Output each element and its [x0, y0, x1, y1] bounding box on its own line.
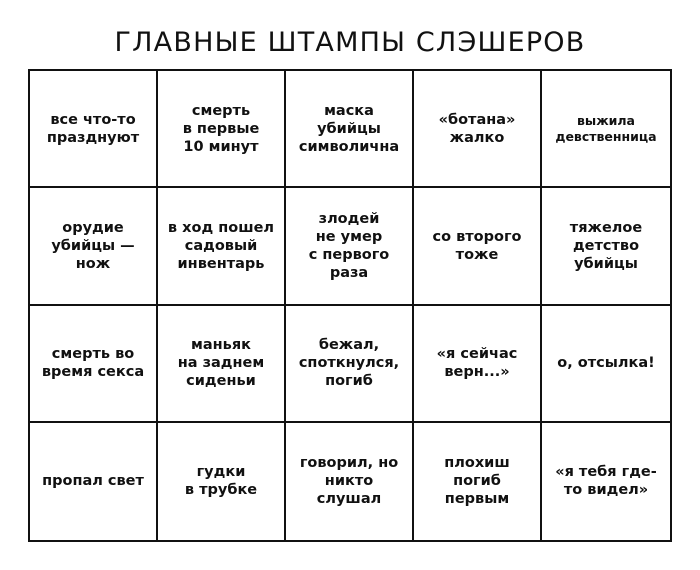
grid-cell: злодей не умер с первого раза — [286, 188, 414, 305]
grid-cell: говорил, но никто слушал — [286, 423, 414, 540]
grid-cell: плохиш погиб первым — [414, 423, 542, 540]
grid-cell: выжила девственница — [542, 71, 670, 188]
grid-cell: все что-то празднуют — [30, 71, 158, 188]
grid-cell: о, отсылка! — [542, 306, 670, 423]
grid-cell: «я сейчас верн...» — [414, 306, 542, 423]
grid-cell: маска убийцы символична — [286, 71, 414, 188]
grid-cell: со второго тоже — [414, 188, 542, 305]
grid-cell: смерть в первые 10 минут — [158, 71, 286, 188]
grid-cell: пропал свет — [30, 423, 158, 540]
grid-cell: бежал, споткнулся, погиб — [286, 306, 414, 423]
grid-cell: смерть во время секса — [30, 306, 158, 423]
grid-cell: орудие убийцы — нож — [30, 188, 158, 305]
grid-cell: гудки в трубке — [158, 423, 286, 540]
page-title: ГЛАВНЫЕ ШТАМПЫ СЛЭШЕРОВ — [114, 27, 586, 58]
grid-cell: маньяк на заднем сиденьи — [158, 306, 286, 423]
grid-cell: тяжелое детство убийцы — [542, 188, 670, 305]
grid-cell: «я тебя где- то видел» — [555, 464, 657, 499]
grid-cell: «ботана» жалко — [414, 71, 542, 188]
bingo-grid — [28, 69, 672, 542]
grid-cell: в ход пошел садовый инвентарь — [158, 188, 286, 305]
